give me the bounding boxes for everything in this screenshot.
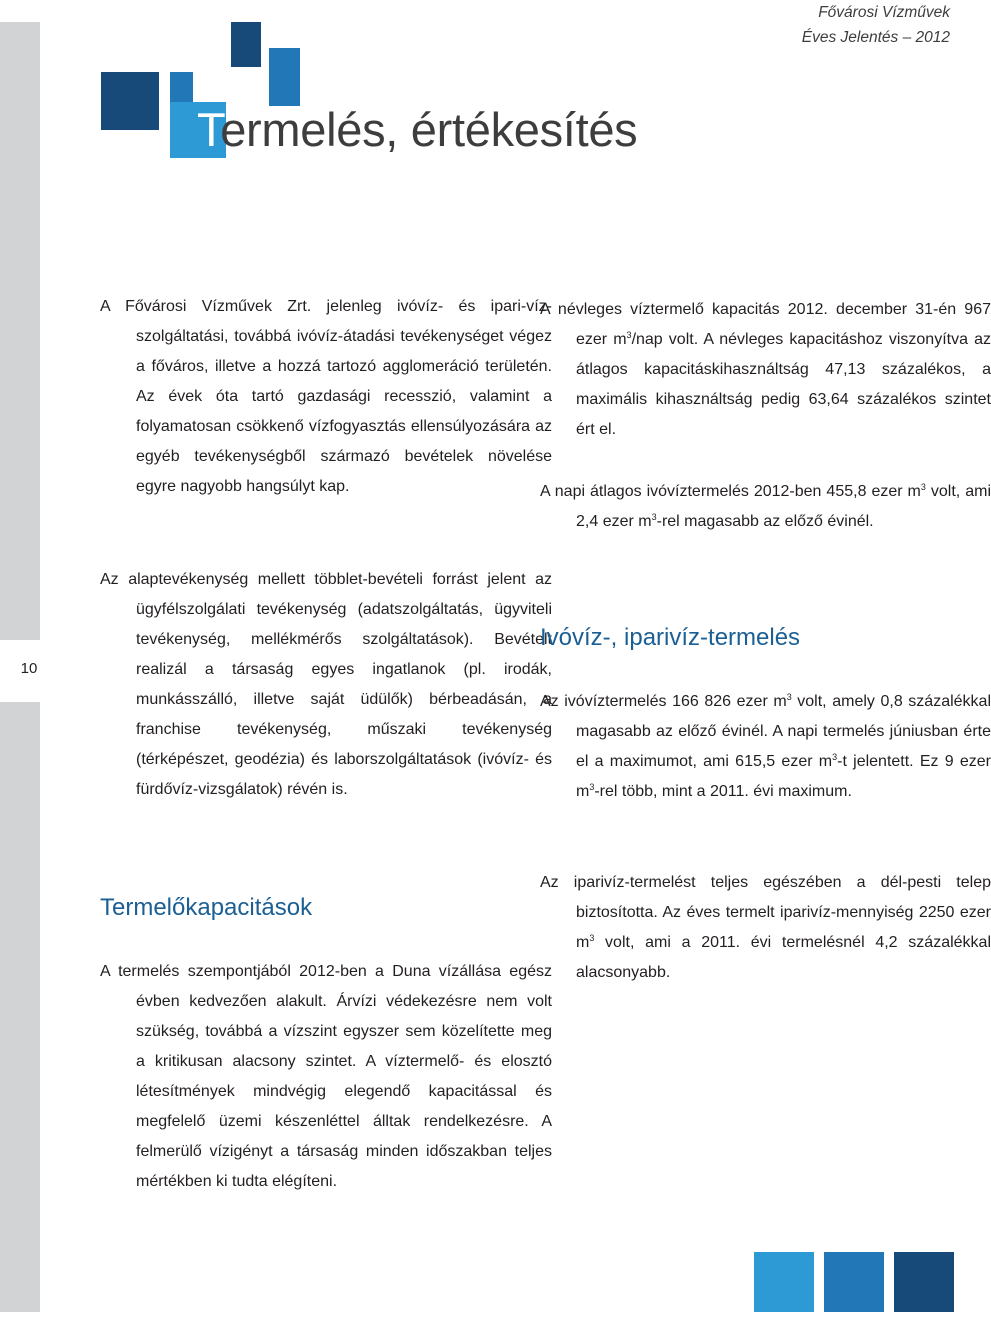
intro-paragraph: A Fővárosi Vízművek Zrt. jelenleg ivóvíz- és ipari-víz-szolgáltatási, továbbá ivóvíz-átadási tevékenységet végez a főváros, illetve a hozzá tartozó agglomeráció területén. Az évek óta tartó gazdasági recesszió, valamint a folyamatosan csökkenő vízfogyasztás ellensúlyozására az egyéb tevékenységből származó bevételek növelése egyre nagyobb hangsúlyt kap.	[100, 298, 552, 495]
page-number: 10	[20, 660, 38, 677]
capacity-paragraph: A termelés szempontjából 2012-ben a Duna vízállása egész évben kedvezően alakult. Árvízi védekezésre nem volt szükség, továbbá a vízszint egyszer sem közelítette meg a kritikusan alacsony szintet. A víztermelő- és elosztó létesítmények mindvégig elegendő kapacitással és megfelelő üzemi készenléttel álltak rendelkezésre. A felmerülő vízigényt a társaság minden időszakban teljes mértékben ki tudta elégíteni.	[100, 963, 552, 1190]
running-header	[802, 0, 950, 50]
decor-square-blue	[269, 48, 300, 106]
nominal-capacity-paragraph: A névleges víztermelő kapacitás 2012. december 31-én 967 ezer $m^3$/nap volt. A névleges kapacitáshoz viszonyítva az átlagos kapacitáskihasználtság 47,13 százalékos, a maximális kihasználtság pedig 63,64 százalékos szintet ért el.	[540, 301, 991, 438]
page-title	[197, 102, 637, 157]
revenue-paragraph: Az alaptevékenység mellett többlet-bevételi forrást jelent az ügyfélszolgálati tevékenység (adatszolgáltatás, ügyviteli tevékenység, mellékmérős szolgáltatások). Bevételt realizál a társaság egyes ingatlanok (pl. irodák, munkásszálló, illetve saját üdülők) bérbeadásán, a franchise tevékenység, műszaki tevékenység (térképészet, geodézia) és laborszolgáltatások (ivóvíz- és fürdővíz-vizsgálatok) révén is.	[100, 571, 552, 798]
title-rest: ermelés, értékesítés	[220, 103, 638, 156]
industrial-water-paragraph: Az iparivíz-termelést teljes egészében a dél-pesti telep biztosította. Az éves termelt iparivíz-mennyiség 2250 ezer $m^3$ volt, ami a 2011. évi termelésnél 4,2 százalékkal alacsonyabb.	[540, 874, 991, 981]
header-report: Éves Jelentés – 2012	[801, 29, 950, 46]
decor-square-dark-small	[231, 22, 261, 67]
title-first-letter: T	[197, 103, 221, 156]
decor-square-bottom-light	[754, 1252, 814, 1312]
header-company: Fővárosi Vízművek	[818, 4, 950, 21]
decor-square-dark	[101, 72, 159, 130]
daily-average-paragraph: A napi átlagos ivóvíztermelés 2012-ben 455,8 ezer $m^3$ volt, ami 2,4 ezer $m^3$-rel magasabb az előző évinél.	[540, 482, 991, 530]
decor-square-bottom-mid	[824, 1252, 884, 1312]
decor-square-bottom-dark	[894, 1252, 954, 1312]
capacity-heading: Termelőkapacitások	[100, 894, 313, 921]
drinking-water-paragraph: Az ivóvíztermelés 166 826 ezer $m^3$ volt, amely 0,8 százalékkal magasabb az előző évinél. A napi termelés júniusban érte el a maximumot, ami 615,5 ezer $m^3-t$ jelentett. Ez 9 ezer $m^3$-rel több, mint a 2011. évi maximum.	[540, 692, 991, 800]
production-heading: Ivóvíz-, iparivíz-termelés	[540, 624, 801, 651]
